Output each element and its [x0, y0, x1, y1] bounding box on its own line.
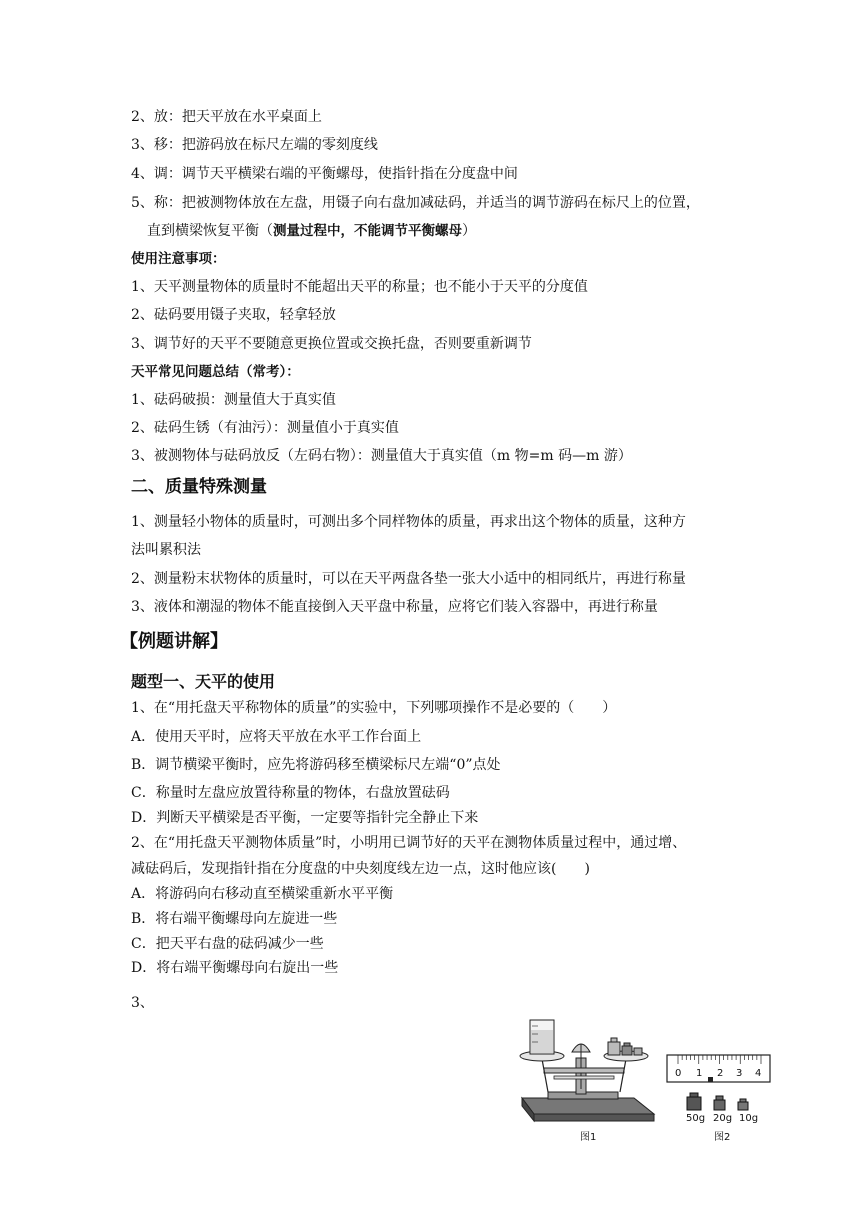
step-4: 4、调：调节天平横梁右端的平衡螺母，使指针指在分度盘中间 — [131, 166, 518, 182]
question-2-option-a: A．将游码向右移动直至横梁重新水平平衡 — [131, 886, 394, 902]
balance-illustration — [514, 1014, 659, 1126]
special-item: 3、液体和潮湿的物体不能直接倒入天平盘中称量，应将它们装入容器中，再进行称量 — [131, 599, 658, 615]
question-1-stem: 1、在“用托盘天平称物体的质量”的实验中，下列哪项操作不是必要的（ ） — [131, 700, 617, 716]
special-item: 1、测量轻小物体的质量时，可测出多个同样物体的质量，再求出这个物体的质量，这种方 — [131, 514, 686, 530]
scale-tick-label: 1 — [696, 1068, 703, 1079]
weights-icon — [684, 1092, 764, 1112]
figure-1-balance — [514, 1014, 659, 1126]
special-item: 2、测量粉末状物体的质量时，可以在天平两盘各垫一张大小适中的相同纸片，再进行称量 — [131, 571, 686, 587]
scale-tick-label: 0 — [675, 1068, 682, 1079]
step-5-emphasis: 测量过程中，不能调节平衡螺母 — [273, 223, 462, 239]
step-5: 5、称：把被测物体放在左盘，用镊子向右盘加减砝码，并适当的调节游码在标尺上的位置， — [131, 195, 700, 211]
examples-heading: 【例题讲解】 — [120, 631, 228, 652]
figure-1-caption: 图1 — [580, 1132, 597, 1143]
question-2-option-d: D．将右端平衡螺母向右旋出一些 — [131, 960, 339, 976]
problems-heading: 天平常见问题总结（常考）： — [131, 364, 300, 380]
special-item: 法叫累积法 — [131, 542, 201, 558]
scale-tick-label: 2 — [717, 1068, 724, 1079]
step-5-end: ） — [462, 223, 476, 239]
note-item: 3、调节好的天平不要随意更换位置或交换托盘，否则要重新调节 — [131, 336, 532, 352]
figure-2-caption: 图2 — [714, 1132, 731, 1143]
weight-labels — [686, 1113, 776, 1125]
weight-label: 10g — [739, 1113, 759, 1124]
figure-2-scale-and-weights — [666, 1054, 772, 1126]
problem-item: 1、砝码破损：测量值大于真实值 — [131, 392, 336, 408]
notes-heading: 使用注意事项： — [131, 251, 226, 267]
step-2: 2、放：把天平放在水平桌面上 — [131, 109, 322, 125]
step-5-continued — [147, 221, 476, 241]
weight-label: 50g — [686, 1113, 706, 1124]
scale-tick-labels — [666, 1068, 772, 1080]
scale-tick-label: 3 — [736, 1068, 743, 1079]
question-1-option-d: D．判断天平横梁是否平衡，一定要等指针完全静止下来 — [131, 810, 479, 826]
question-2-stem-line2: 减砝码后，发现指针指在分度盘的中央刻度线左边一点，这时他应该( ) — [131, 861, 590, 877]
special-heading: 二、质量特殊测量 — [131, 477, 267, 497]
question-3-stem: 3、 — [131, 995, 154, 1011]
type-1-heading: 题型一、天平的使用 — [131, 672, 276, 691]
step-5-plain: 直到横梁恢复平衡（ — [147, 223, 273, 239]
question-1-option-b: B．调节横梁平衡时，应先将游码移至横梁标尺左端“0”点处 — [131, 757, 501, 773]
problem-item: 2、砝码生锈（有油污）：测量值小于真实值 — [131, 420, 399, 436]
question-2-option-b: B．将右端平衡螺母向左旋进一些 — [131, 911, 338, 927]
question-2-stem-line1: 2、在“用托盘天平测物体质量”时，小明用已调节好的天平在测物体质量过程中，通过增、 — [131, 835, 687, 851]
weight-label: 20g — [713, 1113, 733, 1124]
step-3: 3、移：把游码放在标尺左端的零刻度线 — [131, 137, 378, 153]
question-1-option-a: A．使用天平时，应将天平放在水平工作台面上 — [131, 729, 422, 745]
scale-tick-label: 4 — [755, 1068, 762, 1079]
question-1-option-c: C．称量时左盘应放置待称量的物体，右盘放置砝码 — [131, 785, 450, 801]
problem-item: 3、被测物体与砝码放反（左码右物）：测量值大于真实值（m 物=m 码—m 游） — [131, 448, 632, 464]
note-item: 1、天平测量物体的质量时不能超出天平的称量；也不能小于天平的分度值 — [131, 279, 588, 295]
note-item: 2、砝码要用镊子夹取，轻拿轻放 — [131, 307, 336, 323]
question-2-option-c: C．把天平右盘的砝码减少一些 — [131, 936, 324, 952]
